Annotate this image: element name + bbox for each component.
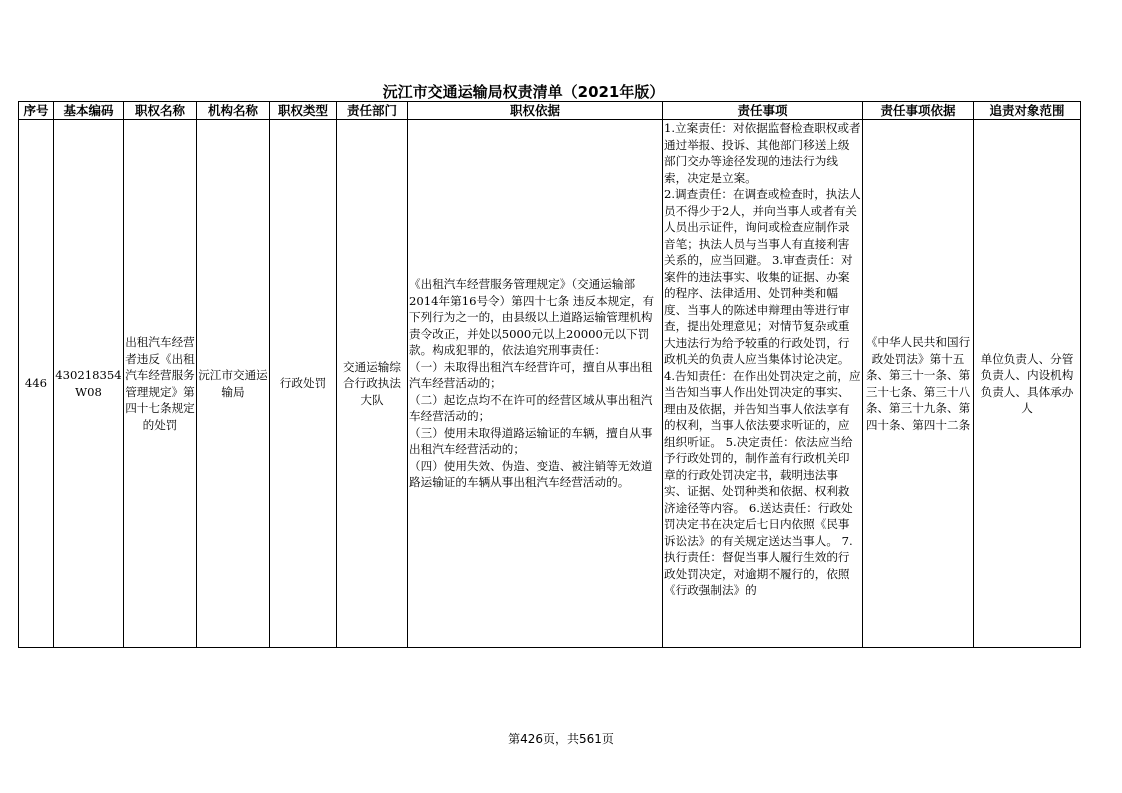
- cell-items-basis: 《中华人民共和国行政处罚法》第十五条、第三十一条、第三十七条、第三十八条、第三十九条、第四十条、第四十二条: [863, 120, 974, 648]
- table-header-row: [19, 102, 1081, 120]
- header-items-basis: 责任事项依据: [863, 102, 974, 120]
- document-title: 沅江市交通运输局权责清单（2021年版）: [382, 83, 665, 101]
- header-items: 责任事项: [663, 102, 863, 120]
- header-accountability: 追责对象范围: [974, 102, 1081, 120]
- header-basis: 职权依据: [408, 102, 663, 120]
- header-power-type: 职权类型: [270, 102, 337, 120]
- header-department: 责任部门: [337, 102, 408, 120]
- cell-power-type: 行政处罚: [270, 120, 337, 648]
- cell-responsibility-items: 1.立案责任：对依据监督检查职权或者通过举报、投诉、其他部门移送上级部门交办等途径发现的违法行为线索，决定是立案。 2.调查责任：在调查或检查时，执法人员不得少于2人，并向当事人或者有关人员出示证件，询问或检查应制作录音笔；执法人员与当事人有直接利害关系的，应当回避。 3.审查责任：对案件的违法事实、收集的证据、办案的程序、法律适用、处罚种类和幅度、当事人的陈述申辩理由等进行审查，提出处理意见；对情节复杂或重大违法行为给予较重的行政处罚，行政机关的负责人应当集体讨论决定。 4.告知责任：在作出处罚决定之前，应当告知当事人作出处罚决定的事实、理由及依据，并告知当事人依法享有的权利，当事人依法要求听证的，应组织听证。 5.决定责任：依法应当给予行政处罚的，制作盖有行政机关印章的行政处罚决定书，载明违法事实、证据、处罚种类和依据、权利救济途径等内容。 6.送达责任：行政处罚决定书在决定后七日内依照《民事诉讼法》的有关规定送达当事人。 7.执行责任：督促当事人履行生效的行政处罚决定，对逾期不履行的，依照《行政强制法》的: [663, 120, 863, 648]
- page-number: 第426页，共561页: [508, 732, 614, 746]
- authority-table: [18, 101, 1081, 648]
- cell-accountability-scope: 单位负责人、分管负责人、内设机构负责人、具体承办人: [974, 120, 1081, 648]
- cell-basis: 《出租汽车经营服务管理规定》（交通运输部2014年第16号令）第四十七条 违反本规定，有下列行为之一的，由县级以上道路运输管理机构责令改正，并处以5000元以上20000元以下罚款。构成犯罪的，依法追究刑事责任： （一）未取得出租汽车经营许可，擅自从事出租汽车经营活动的； （二）起讫点均不在许可的经营区域从事出租汽车经营活动的； （三）使用未取得道路运输证的车辆，擅自从事出租汽车经营活动的； （四）使用失效、伪造、变造、被注销等无效道路运输证的车辆从事出租汽车经营活动的。: [408, 120, 663, 648]
- cell-seq: 446: [19, 120, 54, 648]
- header-seq: 序号: [19, 102, 54, 120]
- header-agency: 机构名称: [197, 102, 270, 120]
- cell-department: 交通运输综合行政执法大队: [337, 120, 408, 648]
- header-code: 基本编码: [54, 102, 124, 120]
- cell-code: 430218354W08: [54, 120, 124, 648]
- header-power-name: 职权名称: [124, 102, 197, 120]
- cell-agency: 沅江市交通运输局: [197, 120, 270, 648]
- cell-power-name: 出租汽车经营者违反《出租汽车经营服务管理规定》第四十七条规定的处罚: [124, 120, 197, 648]
- table-row: [19, 120, 1081, 648]
